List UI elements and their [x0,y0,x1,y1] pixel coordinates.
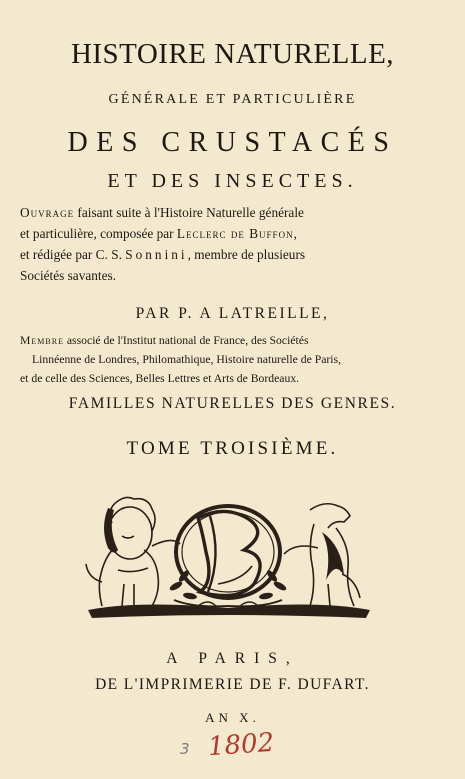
pencil-mark: 3 [180,740,190,758]
description-line-2: et particulière, composée par Leclerc de Buffon, [20,226,297,241]
description-line-1: Ouvrage faisant suite à l'Histoire Naturelle générale [20,205,304,220]
volume-heading: TOME TROISIÈME. [126,438,339,459]
subject-line-1: DES CRUSTACÉS [67,127,398,158]
handwritten-year: 1802 [207,727,276,763]
description-line-4: Sociétés savantes. [20,268,117,283]
description-lead: Ouvrage [20,205,75,220]
book-subtitle: GÉNÉRALE ET PARTICULIÈRE [108,92,357,107]
qualifications-line-3: et de celle des Sciences, Belles Lettres et Arts de Bordeaux. [20,372,300,385]
subject-line-2: ET DES INSECTES. [107,170,358,192]
imprint-year: AN X. [205,710,260,725]
imprint-city: A PARIS, [166,650,299,667]
section-heading: FAMILLES NATURELLES DES GENRES. [68,395,397,412]
printer-vignette-image [78,488,378,628]
description-line-3: et rédigée par C. S. Sonnini, membre de plusieurs [20,247,306,262]
qualifications-line-2: Linnéenne de Londres, Philomathique, Histoire naturelle de Paris, [32,353,341,366]
book-title: HISTOIRE NATURELLE, [70,38,395,70]
author-line: PAR P. A LATREILLE, [135,305,330,322]
qualifications-line-1: Membre associé de l'Institut national de France, des Sociétés [20,334,309,347]
imprint-printer: DE L'IMPRIMERIE DE F. DUFART. [95,676,370,693]
